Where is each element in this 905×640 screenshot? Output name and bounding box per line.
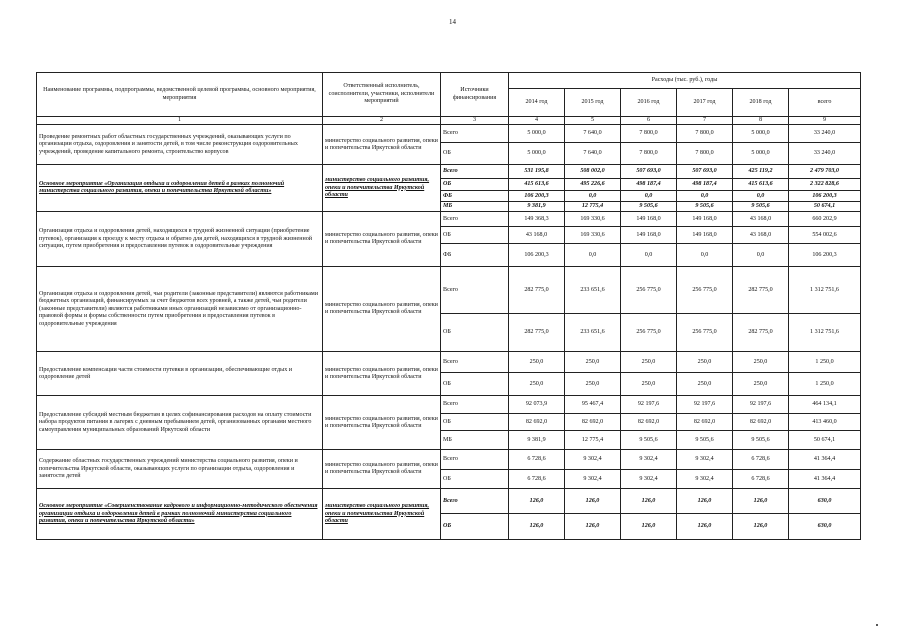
amount-cell: 5 000,0: [733, 125, 789, 143]
amount-cell: 0,0: [565, 191, 621, 202]
amount-cell: 43 168,0: [733, 212, 789, 227]
page-number: 14: [449, 18, 456, 26]
funding-source: Всего: [441, 125, 509, 143]
funding-source: МБ: [441, 202, 509, 212]
header-year: 2016 год: [621, 89, 677, 117]
table-row: [37, 212, 861, 227]
amount-cell: 9 302,4: [677, 470, 733, 489]
amount-cell: 9 302,4: [565, 470, 621, 489]
responsible-executor: [323, 450, 441, 489]
amount-cell: 126,0: [733, 489, 789, 514]
header-year: 2017 год: [677, 89, 733, 117]
column-index: 1: [37, 117, 323, 125]
amount-cell: 531 195,8: [509, 165, 565, 179]
table-row: [37, 489, 861, 514]
responsible-executor: [323, 165, 441, 212]
amount-cell: 92 197,6: [733, 396, 789, 414]
amount-cell: 9 505,6: [733, 431, 789, 450]
amount-cell: 0,0: [677, 191, 733, 202]
amount-cell: 9 505,6: [621, 431, 677, 450]
amount-cell: 126,0: [677, 514, 733, 540]
amount-cell: 9 381,9: [509, 202, 565, 212]
amount-cell: 169 330,6: [565, 212, 621, 227]
responsible-executor-text: министерство социального развития, опеки и попечительства Иркутской области: [325, 366, 438, 380]
total-cell: 464 134,1: [789, 396, 861, 414]
amount-cell: 82 692,0: [733, 414, 789, 431]
column-index: 8: [733, 117, 789, 125]
activity-name-text: Предоставление субсидий местным бюджетам в целях софинансирования расходов на оплату стоимости набора продуктов питания в лагерях с дневным пребыванием детей, организованных органами местного самоуправления муниципальных образований Иркутской области: [39, 411, 312, 433]
funding-source: Всего: [441, 165, 509, 179]
column-index: 9: [789, 117, 861, 125]
funding-source: ФБ: [441, 244, 509, 267]
amount-cell: 6 728,6: [509, 450, 565, 470]
activity-name-text: Организация отдыха и оздоровления детей, находящихся в трудной жизненной ситуации (приобретение путевок), организация к проезду к месту отдыха и обратно для детей, находящихся в трудной жизненной ситуации, путем приобретения и предоставления путевок в оздоровительные учреждения: [39, 228, 313, 250]
total-cell: 1 250,0: [789, 352, 861, 373]
funding-source: ОБ: [441, 514, 509, 540]
amount-cell: 7 800,0: [621, 125, 677, 143]
activity-name-text: Основное мероприятие «Совершенствование кадрового и информационно-методического обеспечения организации отдыха и оздоровления детей в рамках полномочий министерства социального развития, опеки и попечительства Иркутской области»: [39, 503, 318, 525]
amount-cell: 82 692,0: [621, 414, 677, 431]
responsible-executor: [323, 396, 441, 450]
amount-cell: 250,0: [677, 352, 733, 373]
amount-cell: 250,0: [509, 373, 565, 396]
amount-cell: 250,0: [621, 373, 677, 396]
funding-source: Всего: [441, 489, 509, 514]
funding-source: ОБ: [441, 414, 509, 431]
header-year: 2014 год: [509, 89, 565, 117]
amount-cell: 0,0: [621, 191, 677, 202]
amount-cell: 0,0: [621, 244, 677, 267]
amount-cell: 498 187,4: [621, 179, 677, 191]
amount-cell: 256 775,0: [677, 314, 733, 352]
amount-cell: 9 302,4: [621, 470, 677, 489]
total-cell: 50 674,1: [789, 431, 861, 450]
amount-cell: 498 187,4: [677, 179, 733, 191]
total-cell: 413 460,0: [789, 414, 861, 431]
amount-cell: 126,0: [565, 489, 621, 514]
responsible-executor-text: министерство социального развития, опеки и попечительства Иркутской области: [325, 503, 430, 525]
table-row: [37, 352, 861, 373]
amount-cell: 0,0: [733, 191, 789, 202]
header-name: Наименование программы, подпрограммы, ведомственной целевой программы, основного мероприятия, мероприятия: [37, 73, 323, 117]
total-cell: 50 674,1: [789, 202, 861, 212]
activity-name-text: Содержание областных государственных учреждений министерства социального развития, опеки и попечительства Иркутской области, оказывающих услуги по организации отдыха, оздоровления и занятости детей: [39, 458, 298, 480]
amount-cell: 126,0: [565, 514, 621, 540]
activity-name: [37, 212, 323, 267]
amount-cell: 256 775,0: [677, 267, 733, 314]
responsible-executor-text: министерство социального развития, опеки и попечительства Иркутской области: [325, 302, 438, 316]
funding-source: Всего: [441, 212, 509, 227]
activity-name: [37, 396, 323, 450]
column-index: 3: [441, 117, 509, 125]
budget-table-body: [37, 125, 861, 540]
total-cell: 106 200,3: [789, 244, 861, 267]
total-cell: 1 312 751,6: [789, 314, 861, 352]
funding-source: ОБ: [441, 314, 509, 352]
total-cell: 1 312 751,6: [789, 267, 861, 314]
amount-cell: 0,0: [733, 244, 789, 267]
amount-cell: 250,0: [677, 373, 733, 396]
table-row: [37, 125, 861, 143]
amount-cell: 126,0: [509, 489, 565, 514]
total-cell: 630,0: [789, 489, 861, 514]
total-cell: 41 364,4: [789, 450, 861, 470]
amount-cell: 415 613,6: [509, 179, 565, 191]
total-cell: 554 002,6: [789, 227, 861, 244]
amount-cell: 92 073,9: [509, 396, 565, 414]
amount-cell: 92 197,6: [621, 396, 677, 414]
amount-cell: 282 775,0: [733, 267, 789, 314]
amount-cell: 7 800,0: [621, 143, 677, 165]
amount-cell: 233 651,6: [565, 267, 621, 314]
amount-cell: 126,0: [733, 514, 789, 540]
amount-cell: 9 505,6: [621, 202, 677, 212]
funding-source: ОБ: [441, 373, 509, 396]
amount-cell: 5 000,0: [509, 125, 565, 143]
amount-cell: 9 302,4: [677, 450, 733, 470]
responsible-executor-text: министерство социального развития, опеки и попечительства Иркутской области: [325, 177, 430, 199]
amount-cell: 250,0: [565, 352, 621, 373]
amount-cell: 149 168,0: [621, 227, 677, 244]
amount-cell: 6 728,6: [733, 470, 789, 489]
responsible-executor: [323, 212, 441, 267]
amount-cell: 9 505,6: [733, 202, 789, 212]
responsible-executor: [323, 125, 441, 165]
amount-cell: 12 775,4: [565, 431, 621, 450]
amount-cell: 126,0: [509, 514, 565, 540]
total-cell: 630,0: [789, 514, 861, 540]
amount-cell: 415 613,6: [733, 179, 789, 191]
activity-name: [37, 352, 323, 396]
amount-cell: 507 693,0: [621, 165, 677, 179]
activity-name-text: Предоставление компенсации части стоимости путевки в организации, обеспечивающие отдых и оздоровление детей: [39, 366, 293, 380]
amount-cell: 9 381,9: [509, 431, 565, 450]
total-cell: 33 240,0: [789, 143, 861, 165]
amount-cell: 9 505,6: [677, 431, 733, 450]
amount-cell: 149 368,3: [509, 212, 565, 227]
amount-cell: 256 775,0: [621, 314, 677, 352]
header-source: Источники финансирования: [441, 73, 509, 117]
amount-cell: 0,0: [565, 244, 621, 267]
amount-cell: 282 775,0: [733, 314, 789, 352]
amount-cell: 7 800,0: [677, 125, 733, 143]
amount-cell: 507 693,0: [677, 165, 733, 179]
amount-cell: 9 505,6: [677, 202, 733, 212]
amount-cell: 495 226,6: [565, 179, 621, 191]
column-index: 2: [323, 117, 441, 125]
amount-cell: 7 800,0: [677, 143, 733, 165]
funding-source: Всего: [441, 396, 509, 414]
amount-cell: 6 728,6: [509, 470, 565, 489]
amount-cell: 149 168,0: [621, 212, 677, 227]
amount-cell: 9 302,4: [621, 450, 677, 470]
activity-name: [37, 450, 323, 489]
amount-cell: 250,0: [509, 352, 565, 373]
amount-cell: 149 168,0: [677, 227, 733, 244]
amount-cell: 5 000,0: [733, 143, 789, 165]
responsible-executor-text: министерство социального развития, опеки и попечительства Иркутской области: [325, 137, 438, 151]
amount-cell: 425 119,2: [733, 165, 789, 179]
header-responsible: Ответственный исполнитель, соисполнители, участники, исполнители мероприятий: [323, 73, 441, 117]
amount-cell: 106 200,3: [509, 244, 565, 267]
header-row-1: [37, 73, 861, 89]
funding-source: ФБ: [441, 191, 509, 202]
index-row: [37, 117, 861, 125]
amount-cell: 233 651,6: [565, 314, 621, 352]
budget-table: [36, 72, 861, 540]
header-year: 2015 год: [565, 89, 621, 117]
amount-cell: 7 640,0: [565, 125, 621, 143]
column-index: 5: [565, 117, 621, 125]
total-cell: 33 240,0: [789, 125, 861, 143]
header-total: всего: [789, 89, 861, 117]
amount-cell: 169 330,6: [565, 227, 621, 244]
column-index: 7: [677, 117, 733, 125]
amount-cell: 82 692,0: [509, 414, 565, 431]
amount-cell: 43 168,0: [509, 227, 565, 244]
responsible-executor: [323, 267, 441, 352]
amount-cell: 250,0: [733, 373, 789, 396]
funding-source: ОБ: [441, 227, 509, 244]
responsible-executor: [323, 352, 441, 396]
funding-source: ОБ: [441, 143, 509, 165]
activity-name-text: Основное мероприятие «Организация отдыха и оздоровления детей в рамках полномочий министерства социального развития, опеки и попечительства Иркутской области»: [39, 181, 285, 195]
amount-cell: 126,0: [621, 489, 677, 514]
responsible-executor-text: министерство социального развития, опеки и попечительства Иркутской области: [325, 462, 438, 476]
funding-source: Всего: [441, 267, 509, 314]
amount-cell: 82 692,0: [565, 414, 621, 431]
amount-cell: 149 168,0: [677, 212, 733, 227]
amount-cell: 7 640,0: [565, 143, 621, 165]
header-year: 2018 год: [733, 89, 789, 117]
table-row: [37, 267, 861, 314]
amount-cell: 9 302,4: [565, 450, 621, 470]
amount-cell: 95 467,4: [565, 396, 621, 414]
activity-name: [37, 489, 323, 540]
amount-cell: 250,0: [621, 352, 677, 373]
amount-cell: 508 002,0: [565, 165, 621, 179]
amount-cell: 82 692,0: [677, 414, 733, 431]
funding-source: МБ: [441, 431, 509, 450]
activity-name: [37, 267, 323, 352]
amount-cell: 282 775,0: [509, 314, 565, 352]
responsible-executor: [323, 489, 441, 540]
total-cell: 1 250,0: [789, 373, 861, 396]
activity-name-text: Организация отдыха и оздоровления детей, чьи родители (законные представители) являются работниками бюджетных организаций, финансируемых за счет бюджетов всех уровней, а также детей, чьи родители (законные представители) являются работниками иных организаций независимо от организационно-правовой формы и формы собственности путем приобретения и предоставления путевок в оздоровительные учреждения: [39, 290, 319, 327]
scan-mark: [876, 624, 878, 626]
table-row: [37, 165, 861, 179]
total-cell: 41 364,4: [789, 470, 861, 489]
amount-cell: 126,0: [621, 514, 677, 540]
funding-source: Всего: [441, 450, 509, 470]
amount-cell: 0,0: [677, 244, 733, 267]
activity-name: [37, 165, 323, 212]
total-cell: 2 322 828,6: [789, 179, 861, 191]
amount-cell: 6 728,6: [733, 450, 789, 470]
amount-cell: 12 775,4: [565, 202, 621, 212]
amount-cell: 250,0: [733, 352, 789, 373]
total-cell: 660 202,9: [789, 212, 861, 227]
funding-source: ОБ: [441, 179, 509, 191]
amount-cell: 106 200,3: [509, 191, 565, 202]
table-row: [37, 450, 861, 470]
column-index: 4: [509, 117, 565, 125]
column-index: 6: [621, 117, 677, 125]
total-cell: 2 479 703,0: [789, 165, 861, 179]
total-cell: 106 200,3: [789, 191, 861, 202]
header-expenses: Расходы (тыс. руб.), годы: [509, 73, 861, 89]
amount-cell: 43 168,0: [733, 227, 789, 244]
amount-cell: 282 775,0: [509, 267, 565, 314]
amount-cell: 92 197,6: [677, 396, 733, 414]
activity-name-text: Проведение ремонтных работ областных государственных учреждений, оказывающих услуги по организации отдыха, оздоровления и занятости детей, в том числе реконструкция оздоровительных учреждений, проведение капитального ремонта, строительство корпусов: [39, 133, 298, 155]
responsible-executor-text: министерство социального развития, опеки и попечительства Иркутской области: [325, 232, 438, 246]
responsible-executor-text: министерство социального развития, опеки и попечительства Иркутской области: [325, 415, 438, 429]
amount-cell: 5 000,0: [509, 143, 565, 165]
activity-name: [37, 125, 323, 165]
amount-cell: 250,0: [565, 373, 621, 396]
funding-source: ОБ: [441, 470, 509, 489]
amount-cell: 256 775,0: [621, 267, 677, 314]
amount-cell: 126,0: [677, 489, 733, 514]
funding-source: Всего: [441, 352, 509, 373]
table-row: [37, 396, 861, 414]
